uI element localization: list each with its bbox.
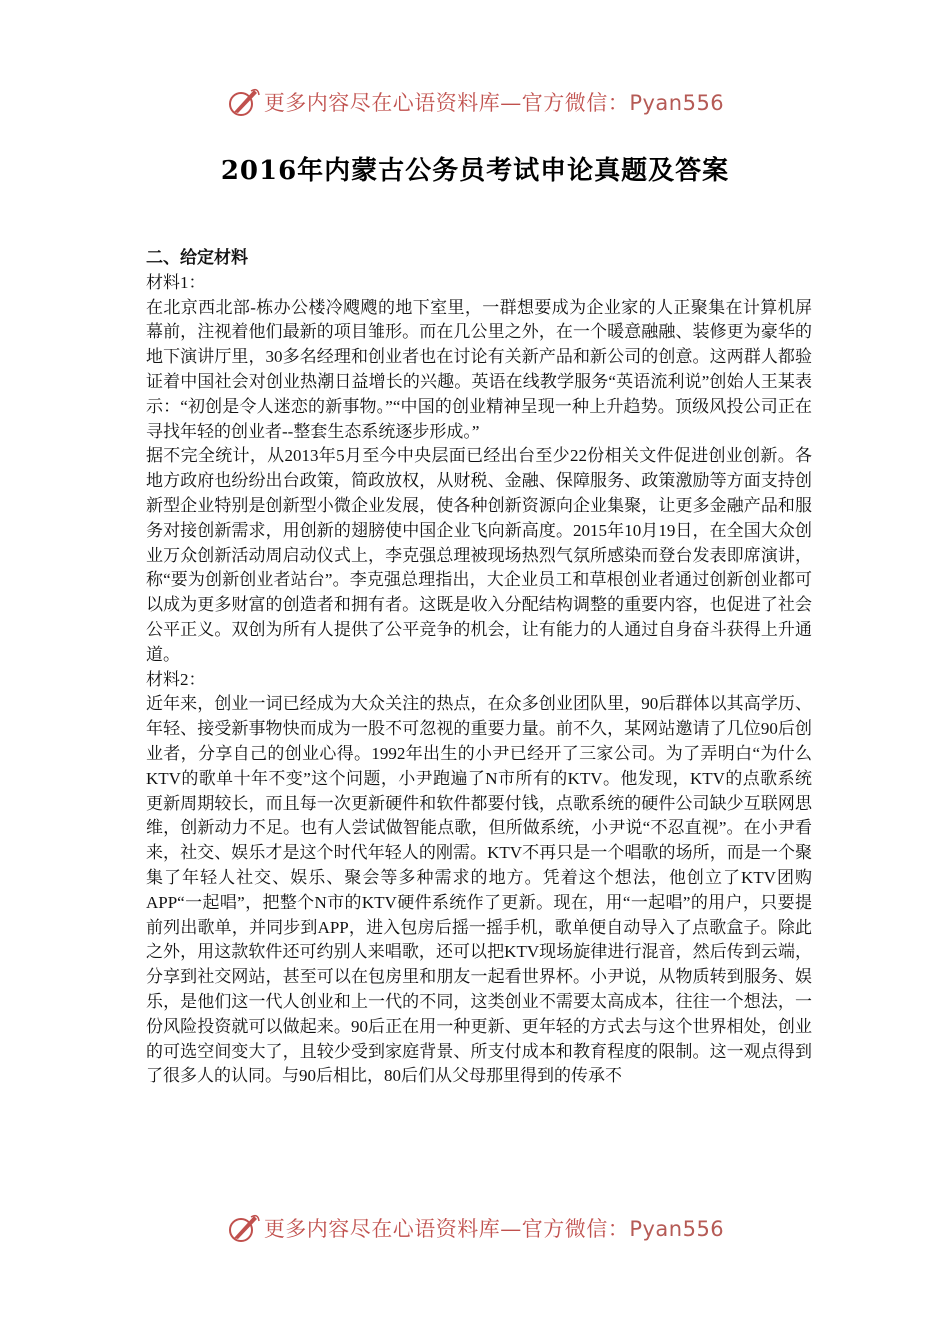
footer-banner: [0, 1208, 950, 1248]
banner-text: 更多内容尽在心语资料库—官方微信：Pyan556: [263, 1217, 725, 1241]
header-banner: [0, 82, 950, 122]
quill-logo-icon: [226, 1211, 260, 1245]
paragraph: 近年来，创业一词已经成为大众关注的热点，在众多创业团队里，90后群体以其高学历、年轻、接受新事物快而成为一股不可忽视的重要力量。前不久，某网站邀请了几位90后创业者，分享自己的创业心得。1992年出生的小尹已经开了三家公司。为了弄明白“为什么KTV的歌单十年不变”这个问题，小尹跑遍了N市所有的KTV。他发现，KTV的点歌系统更新周期较长，而且每一次更新硬件和软件都要付钱，点歌系统的硬件公司缺少互联网思维，创新动力不足。也有人尝试做智能点歌，但所做系统，小尹说“不忍直视”。在小尹看来，社交、娱乐才是这个时代年轻人的刚需。KTV不再只是一个唱歌的场所，而是一个聚集了年轻人社交、娱乐、聚会等多种需求的地方。凭着这个想法，他创立了KTV团购APP“一起唱”，把整个N市的KTV硬件系统作了更新。现在，用“一起唱”的用户，只要提前列出歌单，并同步到APP，进入包房后摇一摇手机，歌单便自动导入了点歌盒子。除此之外，用这款软件还可约别人来唱歌，还可以把KTV现场旋律进行混音，然后传到云端，分享到社交网站，甚至可以在包房里和朋友一起看世界杯。小尹说，从物质转到服务、娱乐，是他们这一代人创业和上一代的不同，这类创业不需要太高成本，往往一个想法，一份风险投资就可以做起来。90后正在用一种更新、更年轻的方式去与这个世界相处，创业的可选空间变大了，且较少受到家庭背景、所支付成本和教育程度的限制。这一观点得到了很多人的认同。与90后相比，80后们从父母那里得到的传承不: [146, 694, 812, 1086]
section-heading: 二、给定材料: [146, 248, 248, 267]
quill-logo-icon: [226, 85, 260, 119]
document-title: 2016年内蒙古公务员考试申论真题及答案: [220, 156, 730, 186]
banner-text: 更多内容尽在心语资料库—官方微信：Pyan556: [263, 91, 725, 115]
material-label: 材料1：: [146, 272, 206, 292]
document-body: [146, 246, 812, 1089]
material-label: 材料2：: [146, 669, 206, 689]
paragraph: 据不完全统计，从2013年5月至今中央层面已经出台至少22份相关文件促进创业创新。各地方政府也纷纷出台政策，简政放权，从财税、金融、保障服务、政策激励等方面支持创新型企业特别是创新型小微企业发展，使各种创新资源向企业集聚，让更多金融产品和服务对接创新需求，用创新的翅膀使中国企业飞向新高度。2015年10月19日，在全国大众创业万众创新活动周启动仪式上，李克强总理被现场热烈气氛所感染而登台发表即席演讲，称“要为创新创业者站台”。李克强总理指出，大企业员工和草根创业者通过创新创业都可以成为更多财富的创造者和拥有者。这既是收入分配结构调整的重要内容，也促进了社会公平正义。双创为所有人提供了公平竞争的机会，让有能力的人通过自身奋斗获得上升通道。: [146, 446, 812, 664]
paragraph: 在北京西北部-栋办公楼冷飕飕的地下室里，一群想要成为企业家的人正聚集在计算机屏幕前，注视着他们最新的项目雏形。而在几公里之外，在一个暖意融融、装修更为豪华的地下演讲厅里，30多名经理和创业者也在讨论有关新产品和新公司的创意。这两群人都验证着中国社会对创业热潮日益增长的兴趣。英语在线教学服务“英语流利说”创始人王某表示：“初创是令人迷恋的新事物。”“中国的创业精神呈现一种上升趋势。顶级风投公司正在寻找年轻的创业者--整套生态系统逐步形成。”: [146, 297, 812, 441]
